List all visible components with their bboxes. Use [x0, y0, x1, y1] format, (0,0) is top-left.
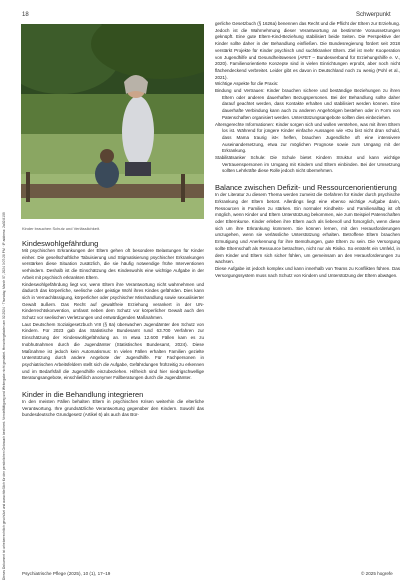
bullet-item: Altersgerechte Informationen: Kinder sorgen sich und wollen verstehen, was mit ihren Eltern los ist. Während für jüngere Kinder einfache Aussagen wie »Du bist nicht dran schuld, dass Mama traurig ist« helfen, brauchen Jugendliche oft eine intensivere Auseinandersetzung, etwa zur möglichen Prognose sowie zum Umgang mit der Erkrankung. [215, 121, 400, 154]
article-photo [21, 24, 204, 219]
journal-citation: Psychiatrische Pflege (2025), 10 (1), 17–19 [22, 571, 111, 576]
photo-caption: Kinder brauchen Schutz und Verlässlichkeit. [22, 226, 101, 231]
paragraph: Mit psychischen Erkrankungen der Eltern gehen oft besondere Belastungen für Kinder einher. Die gesellschaftliche Tabuisierung und Stigmatisierung psychischer Erkrankungen verstärken diese Situation zusätzlich, die sie häufig notwendige frühe Interventionen verhindern. Deshalb ist die Einschätzung des Kindeswohls eine wichtige Aufgabe in der Arbeit mit psychisch erkrankten Eltern. [22, 248, 204, 280]
bullet-item: Stabilitätsanker Schule: Die Schule bietet Kindern Struktur und kann wichtige Vertrauenspersonen im Umgang mit Kindern und Eltern einbinden. Bei der Umsetzung sollten Lehrkräfte diese Rolle jedoch nicht übernehmen. [215, 155, 400, 174]
paragraph: Kindeswohlgefährdung liegt vor, wenn Eltern ihre Verantwortung nicht wahrnehmen und dadurch das körperliche, seelische oder geistige Wohl ihres Kindes gefährden. Dies kann sich in Vernachlässigung, körperlicher oder psychischer Misshandlung sowie sexualisierter Gewalt äußern. Das Recht auf gewaltfreie Erziehung verankert in der UN-Kinderrechtskonvention, umfasst neben dem Schutz vor körperlicher Gewalt auch den Schutz vor seelischen Verletzungen und entwürdigenden Maßnahmen. [22, 281, 204, 321]
paragraph: Laut Deutschem Sozialgesetzbuch VIII (§ 8a) überwachen Jugendämter den Schutz von Kindern. Für 2023 gab das Statistische Bundesamt rund 63.700 Verfahren zur Einschätzung der Kindeswohlgefährdung an. In etwa 12.600 Fällen kam es zu Inobhutnahmen durch die Jugendämter (Statistisches Bundesamt, 2024). Diese Maßnahme ist jedoch kein Automatismus: In vielen Fällen erhalten Familien gezielte Unterstützung durch andere Angebote der Jugendhilfe. Für Fachpersonen in psychiatrischen Arbeitsfeldern stellt sich die Aufgabe, Gefährdungen frühzeitig zu erkennen und im Bedarfsfall die Jugendhilfe einzubeziehen. Hilfreich sind hier niedrigschwellige Beratungsangebote, einschließlich anonymer Fallberatungen durch die Jugendämter. [22, 321, 204, 381]
section-heading-balance: Balance zwischen Defizit- und Ressourcenorientierung [215, 183, 397, 193]
paragraph: In den meisten Fällen behalten Eltern in psychischen Krisen weiterhin die elterliche Verantwortung. Ihre grundsätzliche Verantwortung gegenüber den Kindern. Sowohl das bundesdeutsche Grundgesetz (Artikel 6) als auch das Bür- [22, 399, 204, 418]
paragraph: Wichtige Aspekte für die Praxis: [215, 81, 279, 87]
photo-illustration [21, 24, 204, 219]
bullet-item: Bindung und Vertrauen: Kinder brauchen sichere und beständige Beziehungen zu ihren Eltern oder anderen dauerhaften Bezugspersonen. Bei der Behandlung sollte daher darauf geachtet werden, dass Kontakte erhalten und stabilisiert werden können. Eine dauerhafte Verbindung kann auch zu anderen Angehörigen bestehen oder in Form von Patenschaften organisiert werden. Unterstützungsangebote sollten dies einbeziehen. [215, 88, 400, 120]
section-heading-kindeswohl: Kindeswohlgefährdung [22, 239, 99, 248]
left-column [22, 239, 204, 419]
page-number: 18 [22, 12, 29, 18]
download-notice-strip [0, 0, 10, 585]
paragraph: Diese Aufgabe ist jedoch komplex und kann innerhalb von Teams zu Konflikten führen. Das Versorgungssystem muss nach Schutz von Kindern und Unterstützung der Eltern abwägen. [215, 265, 400, 278]
paragraph: In der Literatur zu diesem Thema werden zumeist die Gefahren für Kinder durch psychische Erkrankung der Eltern betont. Allerdings liegt eine ebenso wichtige Aufgabe darin, Ressourcen in Familien zu stärken. Ein normaler Kindheits- und Familienalltag ist oft möglich, wenn Kinder und Eltern Unterstützung bekommen, wie zum Beispiel Patenschaften oder Elternkurse. Kinder erleben ihre Eltern auch als liebevoll und fürsorglich, wenn diese sich um ihre Erkrankung kümmern. Sie können lernen, mit den Herausforderungen umzugehen, wenn sie verlässliche Unterstützung erhalten. Betroffene Eltern brauchen Ermutigung und Anerkennung für ihre Bemühungen, gute Eltern zu sein. Die Versorgung sollte Elternschaft als Ressource betrachten, nicht nur als Risiko. So entsteht ein Umfeld, in dem Kinder und Eltern sich sicher fühlen, um gemeinsam an den Herausforderungen zu wachsen. [215, 192, 400, 265]
right-column [215, 21, 400, 279]
running-head: Schwerpunkt [356, 12, 391, 18]
download-notice-text: Dieses Dokument ist urheberrechtlich geschützt und ausschließlich für den persönlichen Gebrauch bestimmt. Vervielfältigung und Weitergabe nicht gestattet. Heruntergeladen am 02.2024 · Thursday, March 07, 2024 3:07:28 PM · IP address: 2a02:8109 [2, 212, 6, 580]
section-heading-integrieren: Kinder in die Behandlung integrieren [22, 390, 144, 400]
paragraph: gerliche Gesetzbuch (§ 1626a) benennen das Recht und die Pflicht der Eltern zur Erziehung. Jedoch ist die Wahrnehmung dieser Verantwortung an bestimmte Voraussetzungen geknüpft. Eine gute Eltern-Kind-Beziehung stabilisiert beide Seiten. Die Perspektive der Kinder sollte daher in der Behandlung einfließen. Die Bundesregierung fördert seit 2018 verstärkt Projekte für Kinder psychisch und suchtkranker Eltern. Ziel ist mehr Kooperation von Jugendhilfe und Gesundheitswesen (AFET – Bundesverband für Erziehungshilfe e. V., 2020). Familienorientierte Konzepte sind in vielen Einrichtungen erprobt, aber noch nicht flächendeckend verbreitet. Leider gibt es davon in Deutschland noch zu wenig (Pohl et al., 2021). [215, 21, 400, 80]
copyright: © 2025 hogrefe [361, 571, 393, 576]
